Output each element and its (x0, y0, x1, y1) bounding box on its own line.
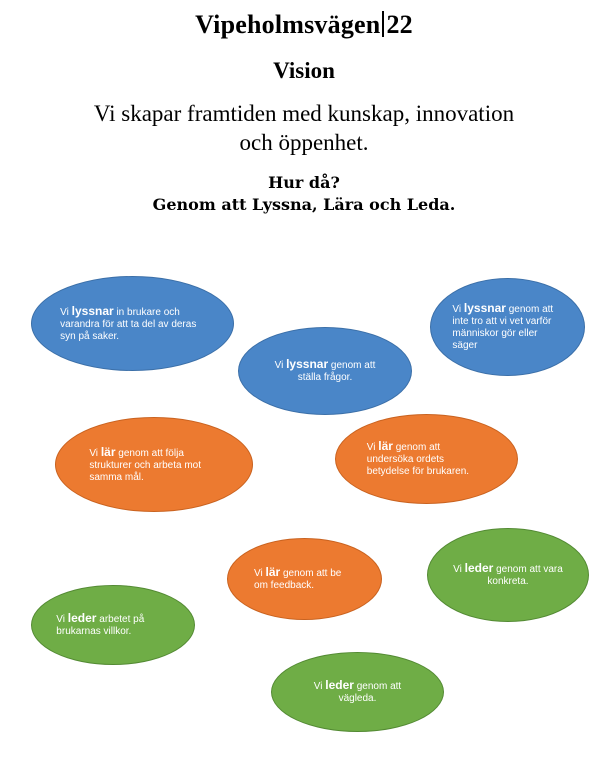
vision-tagline (60, 99, 548, 157)
bubble-keyword: leder (67, 611, 97, 625)
bubble-prefix: Vi (274, 360, 287, 371)
bubble-keyword: lär (265, 565, 281, 579)
bubble-text: genom att be om feedback. (254, 568, 342, 591)
bubble-keyword: lyssnar (463, 301, 506, 315)
tagline-line-1: Vi skapar framtiden med kunskap, innovation (93, 101, 515, 126)
bubble-lyssna-2 (238, 327, 412, 415)
bubble-keyword: lyssnar (71, 303, 114, 318)
how-question: Hur då? (268, 173, 340, 192)
bubble-text: arbetet på brukarnas villkor. (56, 614, 145, 637)
bubble-lyssna-3 (430, 278, 585, 376)
bubble-prefix: Vi (453, 564, 465, 575)
how-section (0, 172, 608, 216)
bubble-prefix: Vi (56, 614, 68, 625)
bubble-keyword: leder (464, 561, 494, 575)
bubble-prefix: Vi (89, 447, 101, 459)
bubble-leda-2 (31, 585, 195, 665)
how-answer: Genom att Lyssna, Lära och Leda. (152, 195, 456, 214)
bubble-keyword: leder (325, 678, 354, 692)
tagline-line-2: och öppenhet. (239, 130, 369, 155)
bubble-prefix: Vi (254, 568, 266, 579)
bubble-text: genom att vara konkreta. (487, 564, 563, 587)
bubble-prefix: Vi (452, 304, 464, 315)
document-title (0, 10, 608, 40)
bubble-text: genom att inte tro att vi vet varför människor gör eller säger (452, 304, 554, 351)
bubble-text: in brukare och varandra för att ta del av deras syn på saker. (60, 306, 197, 342)
bubble-lara-2 (335, 414, 518, 504)
bubble-prefix: Vi (366, 442, 379, 453)
bubble-text: genom att följa strukturer och arbeta mot samma mål. (89, 447, 202, 483)
bubble-keyword: lyssnar (286, 357, 329, 371)
bubble-lyssna-1 (31, 276, 234, 371)
bubble-lara-1 (55, 417, 253, 512)
vision-heading: Vision (273, 58, 335, 83)
text-cursor (382, 11, 384, 37)
bubble-text: genom att ställa frågor. (297, 360, 376, 383)
title-number: 22 (386, 10, 413, 39)
bubble-leda-1 (427, 528, 589, 622)
bubble-keyword: lär (100, 444, 116, 459)
bubble-text: genom att vägleda. (338, 681, 402, 704)
bubble-prefix: Vi (60, 306, 72, 318)
bubble-lara-3 (227, 538, 382, 620)
bubble-keyword: lär (378, 439, 393, 453)
bubble-leda-3 (271, 652, 444, 732)
bubble-prefix: Vi (313, 681, 326, 692)
title-street: Vipeholmsvägen (195, 10, 381, 39)
bubble-text: genom att undersöka ordets betydelse för brukaren. (366, 442, 470, 477)
